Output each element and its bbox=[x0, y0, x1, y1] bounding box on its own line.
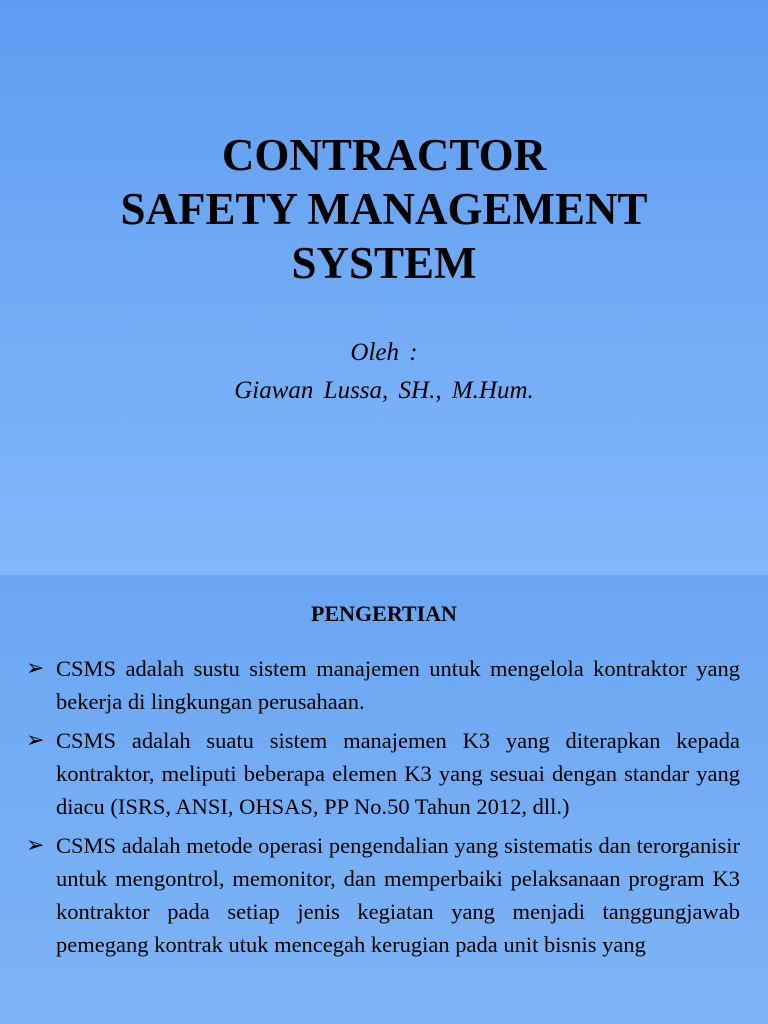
arrow-bullet-icon: ➢ bbox=[26, 728, 45, 753]
by-label: Oleh : bbox=[350, 339, 418, 366]
list-item bbox=[26, 652, 740, 718]
list-item bbox=[26, 829, 740, 961]
bullet-list bbox=[26, 652, 740, 967]
author-block bbox=[0, 334, 768, 410]
bullet-text: CSMS adalah suatu sistem manajemen K3 yang diterapkan kepada kontraktor, meliputi beberapa elemen K3 yang sesuai dengan standar yang diacu (ISRS, ANSI, OHSAS, PP No.50 Tahun 2012, dll.) bbox=[56, 728, 740, 819]
author-name: Giawan Lussa, SH., M.Hum. bbox=[234, 377, 534, 404]
title-line: CONTRACTOR bbox=[221, 130, 547, 180]
arrow-bullet-icon: ➢ bbox=[26, 656, 45, 681]
title-line: SAFETY MANAGEMENT bbox=[120, 184, 648, 234]
list-item bbox=[26, 724, 740, 823]
slide-title bbox=[0, 128, 768, 290]
section-heading: PENGERTIAN bbox=[311, 601, 457, 626]
arrow-bullet-icon: ➢ bbox=[26, 833, 45, 858]
bullet-text: CSMS adalah sustu sistem manajemen untuk mengelola kontraktor yang bekerja di lingkungan perusahaan. bbox=[56, 656, 740, 714]
title-line: SYSTEM bbox=[291, 238, 477, 288]
bullet-text: CSMS adalah metode operasi pengendalian yang sistematis dan terorganisir untuk mengontrol, memonitor, dan memperbaiki pelaksanaan program K3 kontraktor pada setiap jenis kegiatan yang menjadi tanggungjawab pemegang kontrak utuk mencegah kerugian pada unit bisnis yang bbox=[56, 833, 740, 957]
